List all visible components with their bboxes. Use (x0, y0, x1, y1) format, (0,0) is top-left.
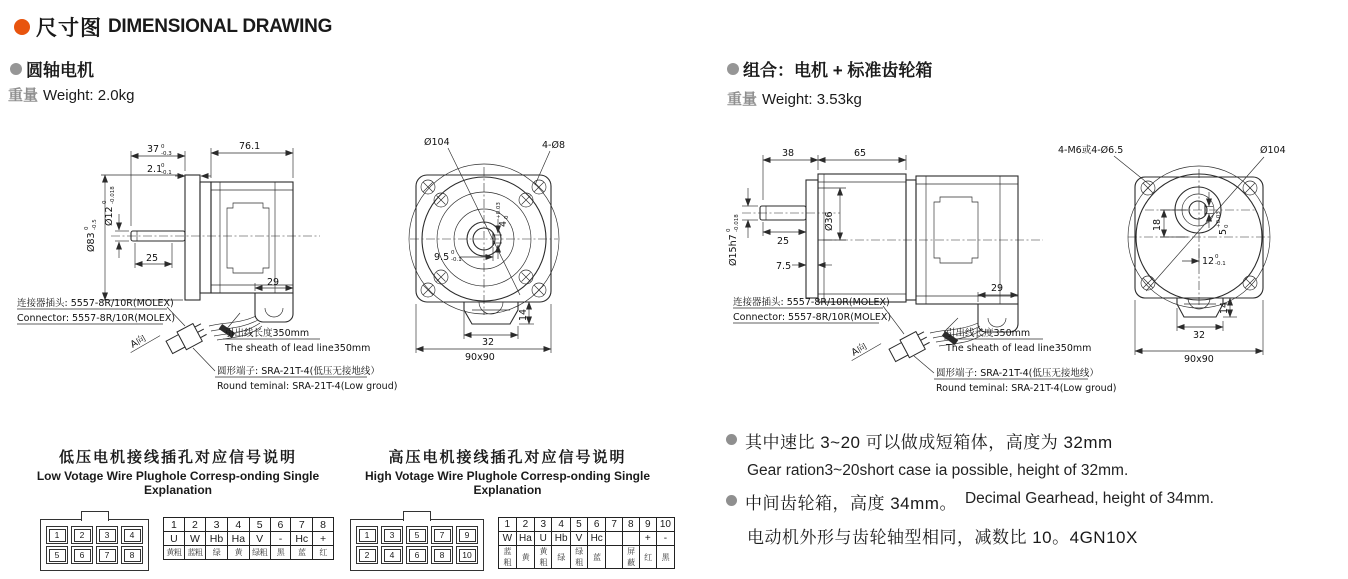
gray-bullet-icon (726, 495, 737, 506)
dim-frame-size: 90x90 (1184, 354, 1214, 365)
dim-shaft-diameter-tol-hi: 0 (102, 200, 108, 204)
dim-flange-thickness-tol-lo: -0.1 (161, 170, 172, 176)
pin-number-cell: 4 (227, 518, 249, 532)
plug-pin: 1 (356, 526, 378, 544)
motor-side-view-drawing (15, 130, 398, 415)
signal-cell (622, 532, 639, 546)
low-wiring-title-en: Low Votage Wire Plughole Corresp-onding Single Explanation (36, 469, 320, 497)
terminal-callout-zh: 圆形端子: SRA-21T-4(低压无接地线） (936, 368, 1099, 379)
note-line-3 (726, 489, 1316, 514)
keyway-dimensions (434, 202, 510, 263)
plug-pin: 7 (96, 546, 118, 564)
wire-color-cell: 蓝粗 (499, 546, 517, 569)
signal-cell: Ha (227, 532, 249, 546)
dim-shaft-length: 37 (147, 144, 160, 155)
lead-length-callout-zh: 引出线长度350mm (225, 328, 310, 339)
gearmotor-weight (727, 88, 862, 109)
plug-tab (403, 511, 431, 521)
terminal-protrusion (1177, 298, 1223, 317)
dim-corner-holes: 4-M6或4-Ø6.5 (1058, 145, 1124, 156)
wire-color-cell: 绿粗 (570, 546, 587, 569)
dim-key-flat-tol-hi: 0 (451, 250, 455, 256)
connector-callout-zh: 连接器插头: 5557-8R/10R(MOLEX) (733, 297, 890, 308)
high-voltage-wiring-section (340, 446, 675, 571)
motor-section-header (10, 56, 94, 81)
dim-connector-width: 29 (991, 283, 1004, 294)
plug-tab (81, 511, 109, 521)
view-a-label: A向 (849, 341, 869, 359)
signal-cell: + (639, 532, 656, 546)
plug-pin: 5 (406, 526, 428, 544)
motor-side-dimensions (84, 141, 293, 300)
signal-cell: - (270, 532, 291, 546)
corner-screws (421, 180, 546, 297)
dim-key-flat: 9.5 (434, 252, 450, 263)
wire-color-cell: 黄粗 (535, 546, 552, 569)
wire-color-cell: 绿 (552, 546, 571, 569)
dim-protrusion-width: 32 (1193, 330, 1206, 341)
signal-cell: Hc (587, 532, 605, 546)
high-wiring-title-en: High Votage Wire Plughole Corresp-onding Single Explanation (364, 469, 650, 497)
dim-output-shaft-tol-hi: 0 (726, 228, 732, 232)
dim-shaft-diameter: Ø12 (104, 206, 115, 226)
pin-number-cell: 2 (516, 518, 535, 532)
dim-shaft-offset: 18 (1152, 218, 1163, 231)
terminal-callout-en: Round teminal: SRA-21T-4(Low groud) (936, 383, 1117, 394)
dim-cover-step: 7.5 (776, 261, 792, 272)
plug-pin: 3 (96, 526, 118, 544)
pin-number-cell: 6 (270, 518, 291, 532)
lead-length-callout-en: The sheath of lead line350mm (225, 343, 371, 354)
gearmotor-weight-value: Weight: 3.53kg (762, 91, 862, 108)
signal-cell: W (499, 532, 517, 546)
dim-pilot-diameter-tol-hi: 0 (84, 226, 90, 230)
lead-length-callout-en: The sheath of lead line350mm (946, 343, 1092, 354)
dim-shaft-length-tol-lo: -0.3 (161, 151, 172, 157)
dim-pilot-diameter-tol-lo: -0.5 (92, 219, 98, 230)
pin-number-cell: 5 (249, 518, 270, 532)
wire-color-cell: 绿 (206, 546, 228, 560)
signal-cell: - (656, 532, 674, 546)
pin-number-cell: 2 (184, 518, 205, 532)
high-wiring-title-zh: 高压电机接线插孔对应信号说明 (388, 449, 627, 466)
dim-corner-holes: 4-Ø8 (542, 140, 565, 151)
motor-front-view-drawing (398, 133, 598, 368)
dim-outer-diameter: Ø104 (424, 137, 450, 148)
gearmotor-section-header (727, 56, 932, 81)
low-voltage-plug-icon (40, 519, 149, 571)
note-1-en: Gear ration3~20short case ia possible, height of 32mm. (747, 462, 1129, 479)
low-voltage-wiring-section (22, 446, 334, 571)
wire-color-cell: 黄 (227, 546, 249, 560)
dim-connector-width: 29 (267, 277, 280, 288)
connector-callout-en: Connector: 5557-8R/10R(MOLEX) (17, 313, 176, 324)
dim-key-width-tol-lo: 0 (504, 215, 510, 219)
signal-cell: Ha (516, 532, 535, 546)
note-3-zh: 电动机外形与齿轮轴型相同，减数比 10。4GN10X (747, 528, 1138, 547)
dim-flange-thickness-tol-hi: 0 (161, 163, 165, 169)
signal-cell: U (535, 532, 552, 546)
dim-key-flat-tol-lo: -0.1 (1215, 261, 1226, 267)
motor-weight-label-zh: 重量 (8, 87, 39, 104)
dim-shaft-flat-length: 25 (146, 253, 159, 264)
page-title-en: DIMENSIONAL DRAWING (108, 16, 333, 37)
dim-gearbox-length: 65 (854, 148, 867, 159)
dim-flange-thickness: 2.1 (147, 164, 163, 175)
wire-color-cell: 屏蔽 (622, 546, 639, 569)
note-2-en: Decimal Gearhead, height of 34mm. (964, 490, 1214, 507)
gray-bullet-icon (726, 434, 737, 445)
notes-section (726, 428, 1316, 557)
signal-cell: V (249, 532, 270, 546)
gearmotor-weight-label-zh: 重量 (727, 91, 758, 108)
pin-number-cell: 9 (639, 518, 656, 532)
gearmotor-section-label: 组合：电机 + 标准齿轮箱 (743, 61, 933, 80)
page-title-zh: 尺寸图 (36, 17, 102, 40)
wire-color-cell: 蓝粗 (184, 546, 205, 560)
dim-frame-size: 90x90 (465, 352, 495, 363)
note-line-1 (726, 428, 1316, 453)
plug-pin: 1 (46, 526, 68, 544)
high-voltage-signal-table (498, 517, 675, 569)
motor-weight (8, 84, 134, 105)
dim-outer-diameter: Ø104 (1260, 145, 1286, 156)
dim-gearbox-front: 38 (782, 148, 795, 159)
plug-pin: 8 (121, 546, 143, 564)
dim-key-width-tol-lo: 0 (1224, 224, 1230, 228)
note-line-2 (726, 462, 1316, 480)
wire-color-cell: 黄粗 (164, 546, 185, 560)
dim-shaft-flat-length: 25 (777, 236, 790, 247)
pin-number-cell: 7 (606, 518, 622, 532)
pin-number-cell: 8 (622, 518, 639, 532)
dim-shaft-diameter-tol-lo: -0.018 (110, 186, 116, 204)
dim-key-flat-tol-hi: 0 (1215, 254, 1219, 260)
dim-protrusion-width: 32 (482, 337, 495, 348)
view-a-label: A向 (128, 333, 148, 351)
dim-protrusion-height: 14 (1219, 301, 1230, 314)
pin-number-cell: 1 (164, 518, 185, 532)
gray-bullet-icon (10, 63, 22, 75)
signal-cell: V (570, 532, 587, 546)
gray-bullet-icon (727, 63, 739, 75)
signal-cell: W (184, 532, 205, 546)
dim-output-shaft-tol-lo: -0.018 (734, 214, 740, 232)
signal-cell: Hb (206, 532, 228, 546)
wire-color-cell: 红 (639, 546, 656, 569)
page-header (14, 12, 332, 42)
pin-number-cell: 8 (313, 518, 334, 532)
dim-boss-diameter: Ø36 (824, 211, 835, 231)
dim-protrusion-height: 14 (518, 308, 529, 321)
dim-key-flat-tol-lo: -0.1 (451, 257, 462, 263)
wire-color-cell (606, 546, 622, 569)
note-1-zh: 其中速比 3~20 可以做成短箱体，高度为 32mm (745, 433, 1113, 452)
wire-color-cell: 黑 (656, 546, 674, 569)
orange-bullet-icon (14, 19, 30, 35)
dim-pilot-diameter: Ø83 (86, 232, 97, 252)
plug-pin: 9 (456, 526, 478, 544)
pin-number-cell: 3 (535, 518, 552, 532)
note-line-4 (726, 523, 1316, 548)
wire-color-cell: 蓝 (291, 546, 313, 560)
signal-cell: U (164, 532, 185, 546)
low-wiring-title-zh: 低压电机接线插孔对应信号说明 (58, 449, 297, 466)
wire-color-cell: 绿粗 (249, 546, 270, 560)
pin-number-cell: 6 (587, 518, 605, 532)
wire-color-cell: 黄 (516, 546, 535, 569)
gearmotor-side-dimensions (726, 148, 1018, 302)
plug-pin: 4 (121, 526, 143, 544)
pin-number-cell: 5 (570, 518, 587, 532)
connector-callout-en: Connector: 5557-8R/10R(MOLEX) (733, 312, 892, 323)
terminal-callout-zh: 圆形端子: SRA-21T-4(低压无接地线） (217, 366, 380, 377)
terminal-callout-en: Round teminal: SRA-21T-4(Low groud) (217, 381, 398, 392)
plug-pin: 2 (356, 546, 378, 564)
gearbox-front-view-drawing (1050, 133, 1348, 375)
dim-key-width-tol-hi: +0.03 (496, 202, 502, 219)
pin-number-cell: 3 (206, 518, 228, 532)
plug-pin: 6 (71, 546, 93, 564)
pin-number-cell: 7 (291, 518, 313, 532)
high-voltage-plug-icon (350, 519, 484, 571)
dim-key-width-tol-hi: +0.03 (1216, 211, 1222, 228)
plug-pin: 7 (431, 526, 453, 544)
plug-pin: 2 (71, 526, 93, 544)
wire-color-cell: 红 (313, 546, 334, 560)
dim-key-width: 5 (1218, 228, 1229, 235)
motor-section-label: 圆轴电机 (26, 61, 94, 80)
dim-output-shaft-diameter: Ø15h7 (728, 234, 739, 266)
motor-weight-value: Weight: 2.0kg (43, 87, 135, 104)
note-2-zh: 中间齿轮箱，高度 34mm。 (745, 494, 957, 513)
signal-cell: + (313, 532, 334, 546)
lead-length-callout-zh: 引出线长度350mm (946, 328, 1031, 339)
dim-body-length: 76.1 (239, 141, 261, 152)
pin-number-cell: 4 (552, 518, 571, 532)
plug-pin: 8 (431, 546, 453, 564)
plug-pin: 10 (456, 546, 478, 564)
dim-key-flat: 12 (1202, 256, 1215, 267)
pin-number-cell: 1 (499, 518, 517, 532)
plug-pin: 3 (381, 526, 403, 544)
wire-color-cell: 黑 (270, 546, 291, 560)
signal-cell: Hc (291, 532, 313, 546)
pin-number-cell: 10 (656, 518, 674, 532)
plug-pin: 5 (46, 546, 68, 564)
signal-cell: Hb (552, 532, 571, 546)
motor-callouts (17, 297, 397, 392)
dim-key-width: 4 (498, 220, 509, 227)
signal-cell (606, 532, 622, 546)
wire-color-cell: 蓝 (587, 546, 605, 569)
plug-pin: 4 (381, 546, 403, 564)
dim-shaft-length-tol-hi: 0 (161, 144, 165, 150)
keyway-dimensions (1152, 192, 1230, 267)
plug-pin: 6 (406, 546, 428, 564)
connector-callout-zh: 连接器插头: 5557-8R/10R(MOLEX) (17, 298, 174, 309)
low-voltage-signal-table (163, 517, 334, 560)
